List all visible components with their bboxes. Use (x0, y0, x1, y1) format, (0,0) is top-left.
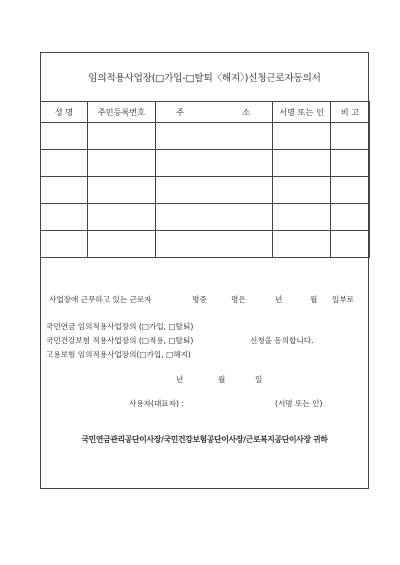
remarks-cell[interactable] (331, 177, 370, 204)
name-cell[interactable] (41, 123, 88, 150)
statement-prefix: 사업장에 근무하고 있는 근로자 (49, 295, 152, 304)
table-row[interactable] (41, 177, 370, 204)
address-cell[interactable] (156, 150, 273, 177)
table-header-row (41, 102, 370, 123)
address-cell[interactable] (156, 177, 273, 204)
employer-label: 사용자(대표자) : (129, 399, 184, 408)
name-cell[interactable] (41, 150, 88, 177)
address-cell[interactable] (156, 231, 273, 258)
header-address (156, 102, 273, 123)
consent-line: 신청을 동의합니다. (250, 336, 314, 345)
resident-no-cell[interactable] (88, 123, 156, 150)
header-signature: 서명 또는 인 (273, 102, 331, 123)
remarks-cell[interactable] (331, 204, 370, 231)
header-remarks: 비 고 (331, 102, 370, 123)
date-year: 년 (176, 375, 184, 384)
remarks-cell[interactable] (331, 231, 370, 258)
date-day: 일 (255, 375, 263, 384)
resident-no-cell[interactable] (88, 231, 156, 258)
employer-sign: (서명 또는 인) (275, 399, 323, 408)
remarks-cell[interactable] (331, 150, 370, 177)
signature-cell[interactable] (273, 150, 331, 177)
header-resident-no: 주민등록번호 (88, 102, 156, 123)
statement-persons: 명은 (231, 295, 246, 304)
name-cell[interactable] (41, 204, 88, 231)
header-address-left: 주 (176, 106, 184, 117)
date-month: 월 (218, 375, 226, 384)
header-name: 성 명 (41, 102, 88, 123)
employment-line: 고용보험 임의적용사업장의(□가입, □해지) (46, 350, 191, 359)
form-title: 임의적용사업장(□가입-□탈퇴〈해지〉)신청근로자동의서 (88, 73, 321, 84)
signature-cell[interactable] (273, 231, 331, 258)
header-address-right: 소 (242, 106, 250, 117)
statement-from: 일부로 (332, 295, 355, 304)
table-row[interactable] (41, 231, 370, 258)
signature-cell[interactable] (273, 123, 331, 150)
signature-cell[interactable] (273, 177, 331, 204)
name-cell[interactable] (41, 231, 88, 258)
table-row[interactable] (41, 204, 370, 231)
statement-month: 월 (310, 295, 318, 304)
resident-no-cell[interactable] (88, 177, 156, 204)
table-row[interactable] (41, 123, 370, 150)
signature-cell[interactable] (273, 204, 331, 231)
pension-line: 국민연금 임의적용사업장의 (□가입, □탈퇴) (46, 322, 194, 331)
resident-no-cell[interactable] (88, 204, 156, 231)
name-cell[interactable] (41, 177, 88, 204)
address-cell[interactable] (156, 204, 273, 231)
worker-table (40, 101, 370, 258)
statement-year: 년 (275, 295, 283, 304)
health-line: 국민건강보험 적용사업장의 (□적용, □탈퇴) (46, 336, 194, 345)
addressee: 국민연금관리공단이사장/국민건강보험공단이사장/근로복지공단이사장 귀하 (81, 435, 328, 444)
resident-no-cell[interactable] (88, 150, 156, 177)
statement-of-count: 명중 (192, 295, 207, 304)
table-row[interactable] (41, 150, 370, 177)
remarks-cell[interactable] (331, 123, 370, 150)
consent-form (40, 52, 369, 489)
address-cell[interactable] (156, 123, 273, 150)
